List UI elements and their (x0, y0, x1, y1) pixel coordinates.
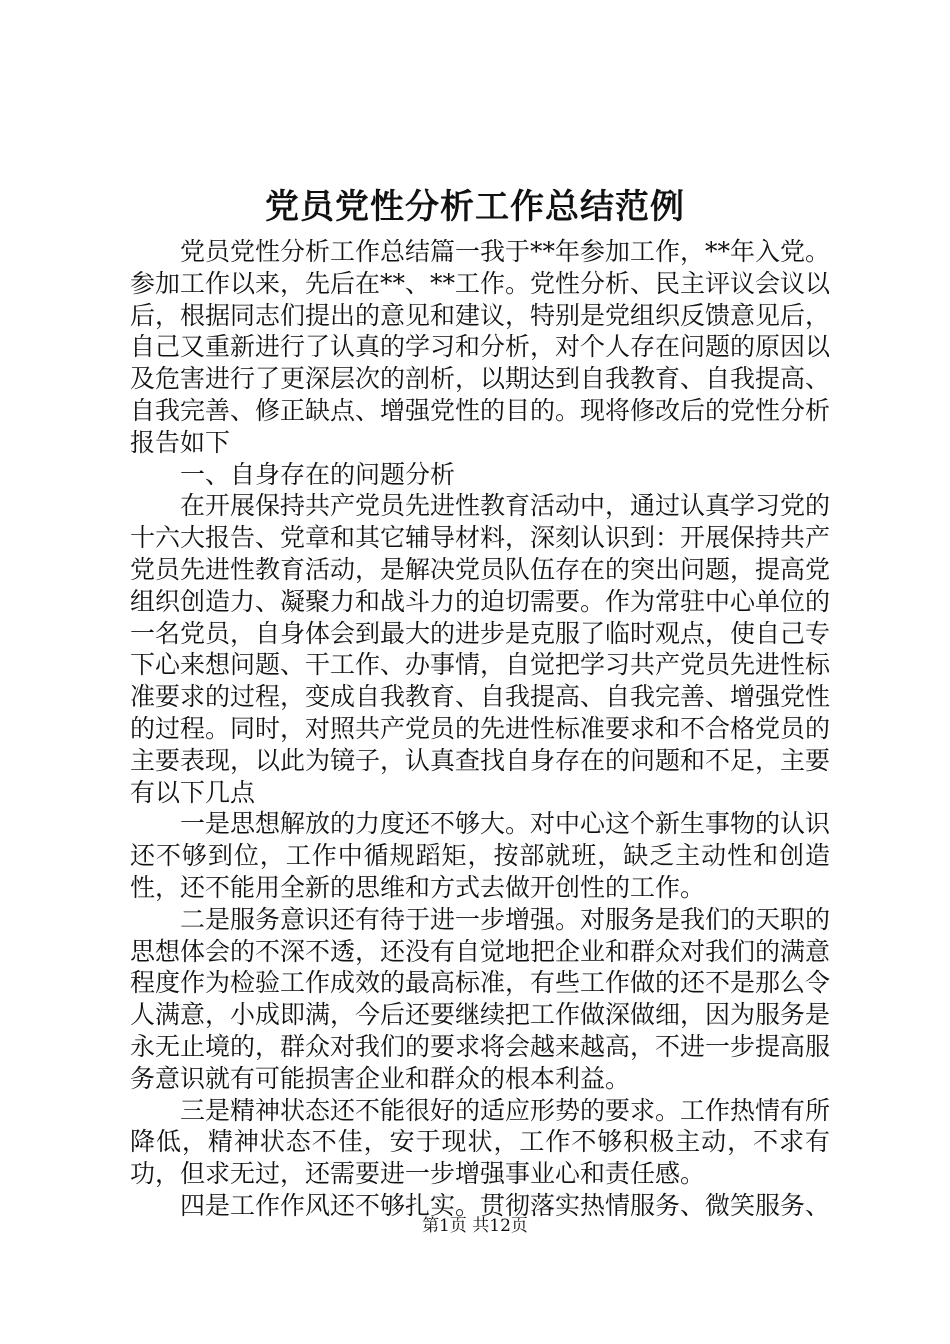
page-footer: 第1页 共12页 (422, 1216, 528, 1236)
section-heading: 一、自身存在的问题分析 (180, 459, 456, 489)
paragraph-point-1: 一是思想解放的力度还不够大。对中心这个新生事物的认识还不够到位，工作中循规蹈矩，按部就班，缺乏主动性和创造性，还不能用全新的思维和方式去做开创性的工作。 (130, 809, 831, 902)
paragraph-point-3: 三是精神状态还不能很好的适应形势的要求。工作热情有所降低，精神状态不佳，安于现状，工作不够积极主动，不求有功，但求无过，还需要进一步增强事业心和责任感。 (130, 1095, 831, 1189)
paragraph-analysis: 在开展保持共产党员先进性教育活动中，通过认真学习党的十六大报告、党章和其它辅导材料，深刻认识到：开展保持共产党员先进性教育活动，是解决党员队伍存在的突出问题，提高党组织创造力、凝聚力和战斗力的迫切需要。作为常驻中心单位的一名党员，自身体会到最大的进步是克服了临时观点，使自己专下心来想问题、干工作、办事情，自觉把学习共产党员先进性标准要求的过程，变成自我教育、自我提高、自我完善、增强党性的过程。同时，对照共产党员的先进性标准要求和不合格党员的主要表现，以此为镜子，认真查找自身存在的问题和不足，主要有以下几点 (130, 491, 831, 807)
document-title: 党员党性分析工作总结范例 (265, 187, 685, 227)
paragraph-point-2: 二是服务意识还有待于进一步增强。对服务是我们的天职的思想体会的不深不透，还没有自觉地把企业和群众对我们的满意程度作为检验工作成效的最高标准，有些工作做的还不是那么令人满意，小成即满，今后还要继续把工作做深做细，因为服务是永无止境的，群众对我们的要求将会越来越高，不进一步提高服务意识就有可能损害企业和群众的根本利益。 (130, 904, 831, 1093)
document-body (130, 236, 830, 1222)
paragraph-point-4: 四是工作作风还不够扎实。贯彻落实热情服务、微笑服务、 (180, 1190, 831, 1220)
paragraph-intro: 党员党性分析工作总结篇一我于**年参加工作，**年入党。参加工作以来，先后在**、**工作。党性分析、民主评议会议以后，根据同志们提出的意见和建议，特别是党组织反馈意见后，自己又重新进行了认真的学习和分析，对个人存在问题的原因以及危害进行了更深层次的剖析，以期达到自我教育、自我提高、自我完善、修正缺点、增强党性的目的。现将修改后的党性分析报告如下 (130, 237, 831, 457)
